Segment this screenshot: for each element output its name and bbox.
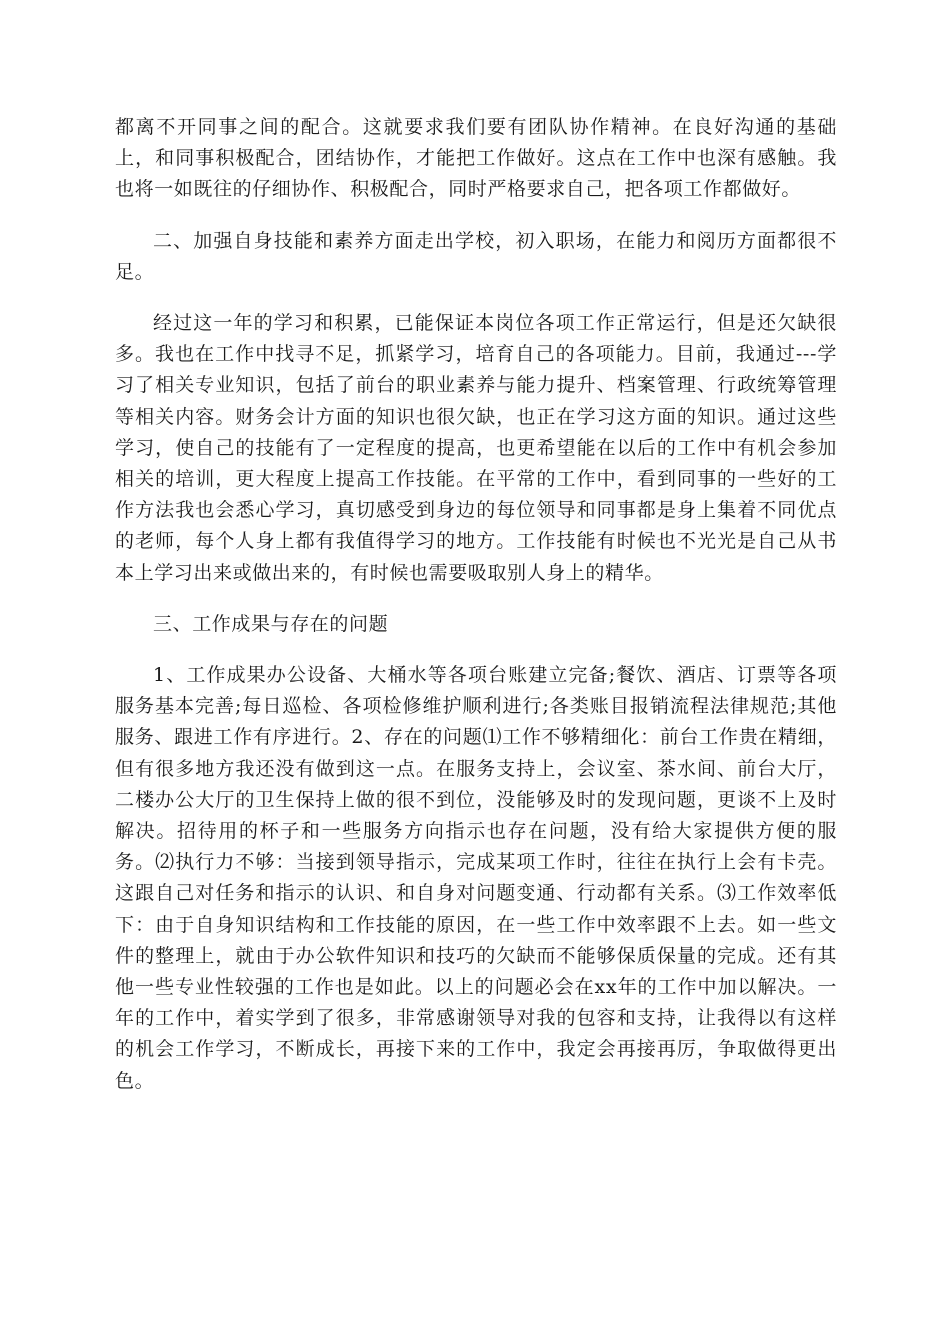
- section-heading-results: 三、工作成果与存在的问题: [153, 612, 389, 635]
- paragraph-results-problems: 1、工作成果办公设备、大桶水等各项台账建立完备;餐饮、酒店、订票等各项服务基本完善;每日巡检、各项检修维护顺利进行;各类账目报销流程法律规范;其他服务、跟进工作有序进行。2、存在的问题⑴工作不够精细化：前台工作贵在精细，但有很多地方我还没有做到这一点。在服务支持上，会议室、茶水间、前台大厅，二楼办公大厅的卫生保持上做的很不到位，没能够及时的发现问题，更谈不上及时解决。招待用的杯子和一些服务方向指示也存在问题，没有给大家提供方便的服务。⑵执行力不够：当接到领导指示，完成某项工作时，往往在执行上会有卡壳。这跟自己对任务和指示的认识、和自身对问题变通、行动都有关系。⑶工作效率低下：由于自身知识结构和工作技能的原因，在一些工作中效率跟不上去。如一些文件的整理上，就由于办公软件知识和技巧的欠缺而不能够保质保量的完成。还有其他一些专业性较强的工作也是如此。以上的问题必会在xx年的工作中加以解决。一年的工作中，着实学到了很多，非常感谢领导对我的包容和支持，让我得以有这样的机会工作学习，不断成长，再接下来的工作中，我定会再接再厉，争取做得更出色。: [115, 664, 837, 1092]
- document-body: [115, 112, 837, 1117]
- section-heading-skills: 二、加强自身技能和素养方面走出学校，初入职场，在能力和阅历方面都很不足。: [115, 229, 837, 283]
- paragraph-learning: 经过这一年的学习和积累，已能保证本岗位各项工作正常运行，但是还欠缺很多。我也在工作中找寻不足，抓紧学习，培育自己的各项能力。目前，我通过---学习了相关专业知识，包括了前台的职业素养与能力提升、档案管理、行政统筹管理等相关内容。财务会计方面的知识也很欠缺，也正在学习这方面的知识。通过这些学习，使自己的技能有了一定程度的提高，也更希望能在以后的工作中有机会参加相关的培训，更大程度上提高工作技能。在平常的工作中，看到同事的一些好的工作方法我也会悉心学习，真切感受到身边的每位领导和同事都是身上集着不同优点的老师，每个人身上都有我值得学习的地方。工作技能有时候也不光光是自己从书本上学习出来或做出来的，有时候也需要吸取别人身上的精华。: [115, 312, 837, 584]
- paragraph-teamwork: 都离不开同事之间的配合。这就要求我们要有团队协作精神。在良好沟通的基础上，和同事积极配合，团结协作，才能把工作做好。这点在工作中也深有感触。我也将一如既往的仔细协作、积极配合，同时严格要求自己，把各项工作都做好。: [115, 116, 837, 201]
